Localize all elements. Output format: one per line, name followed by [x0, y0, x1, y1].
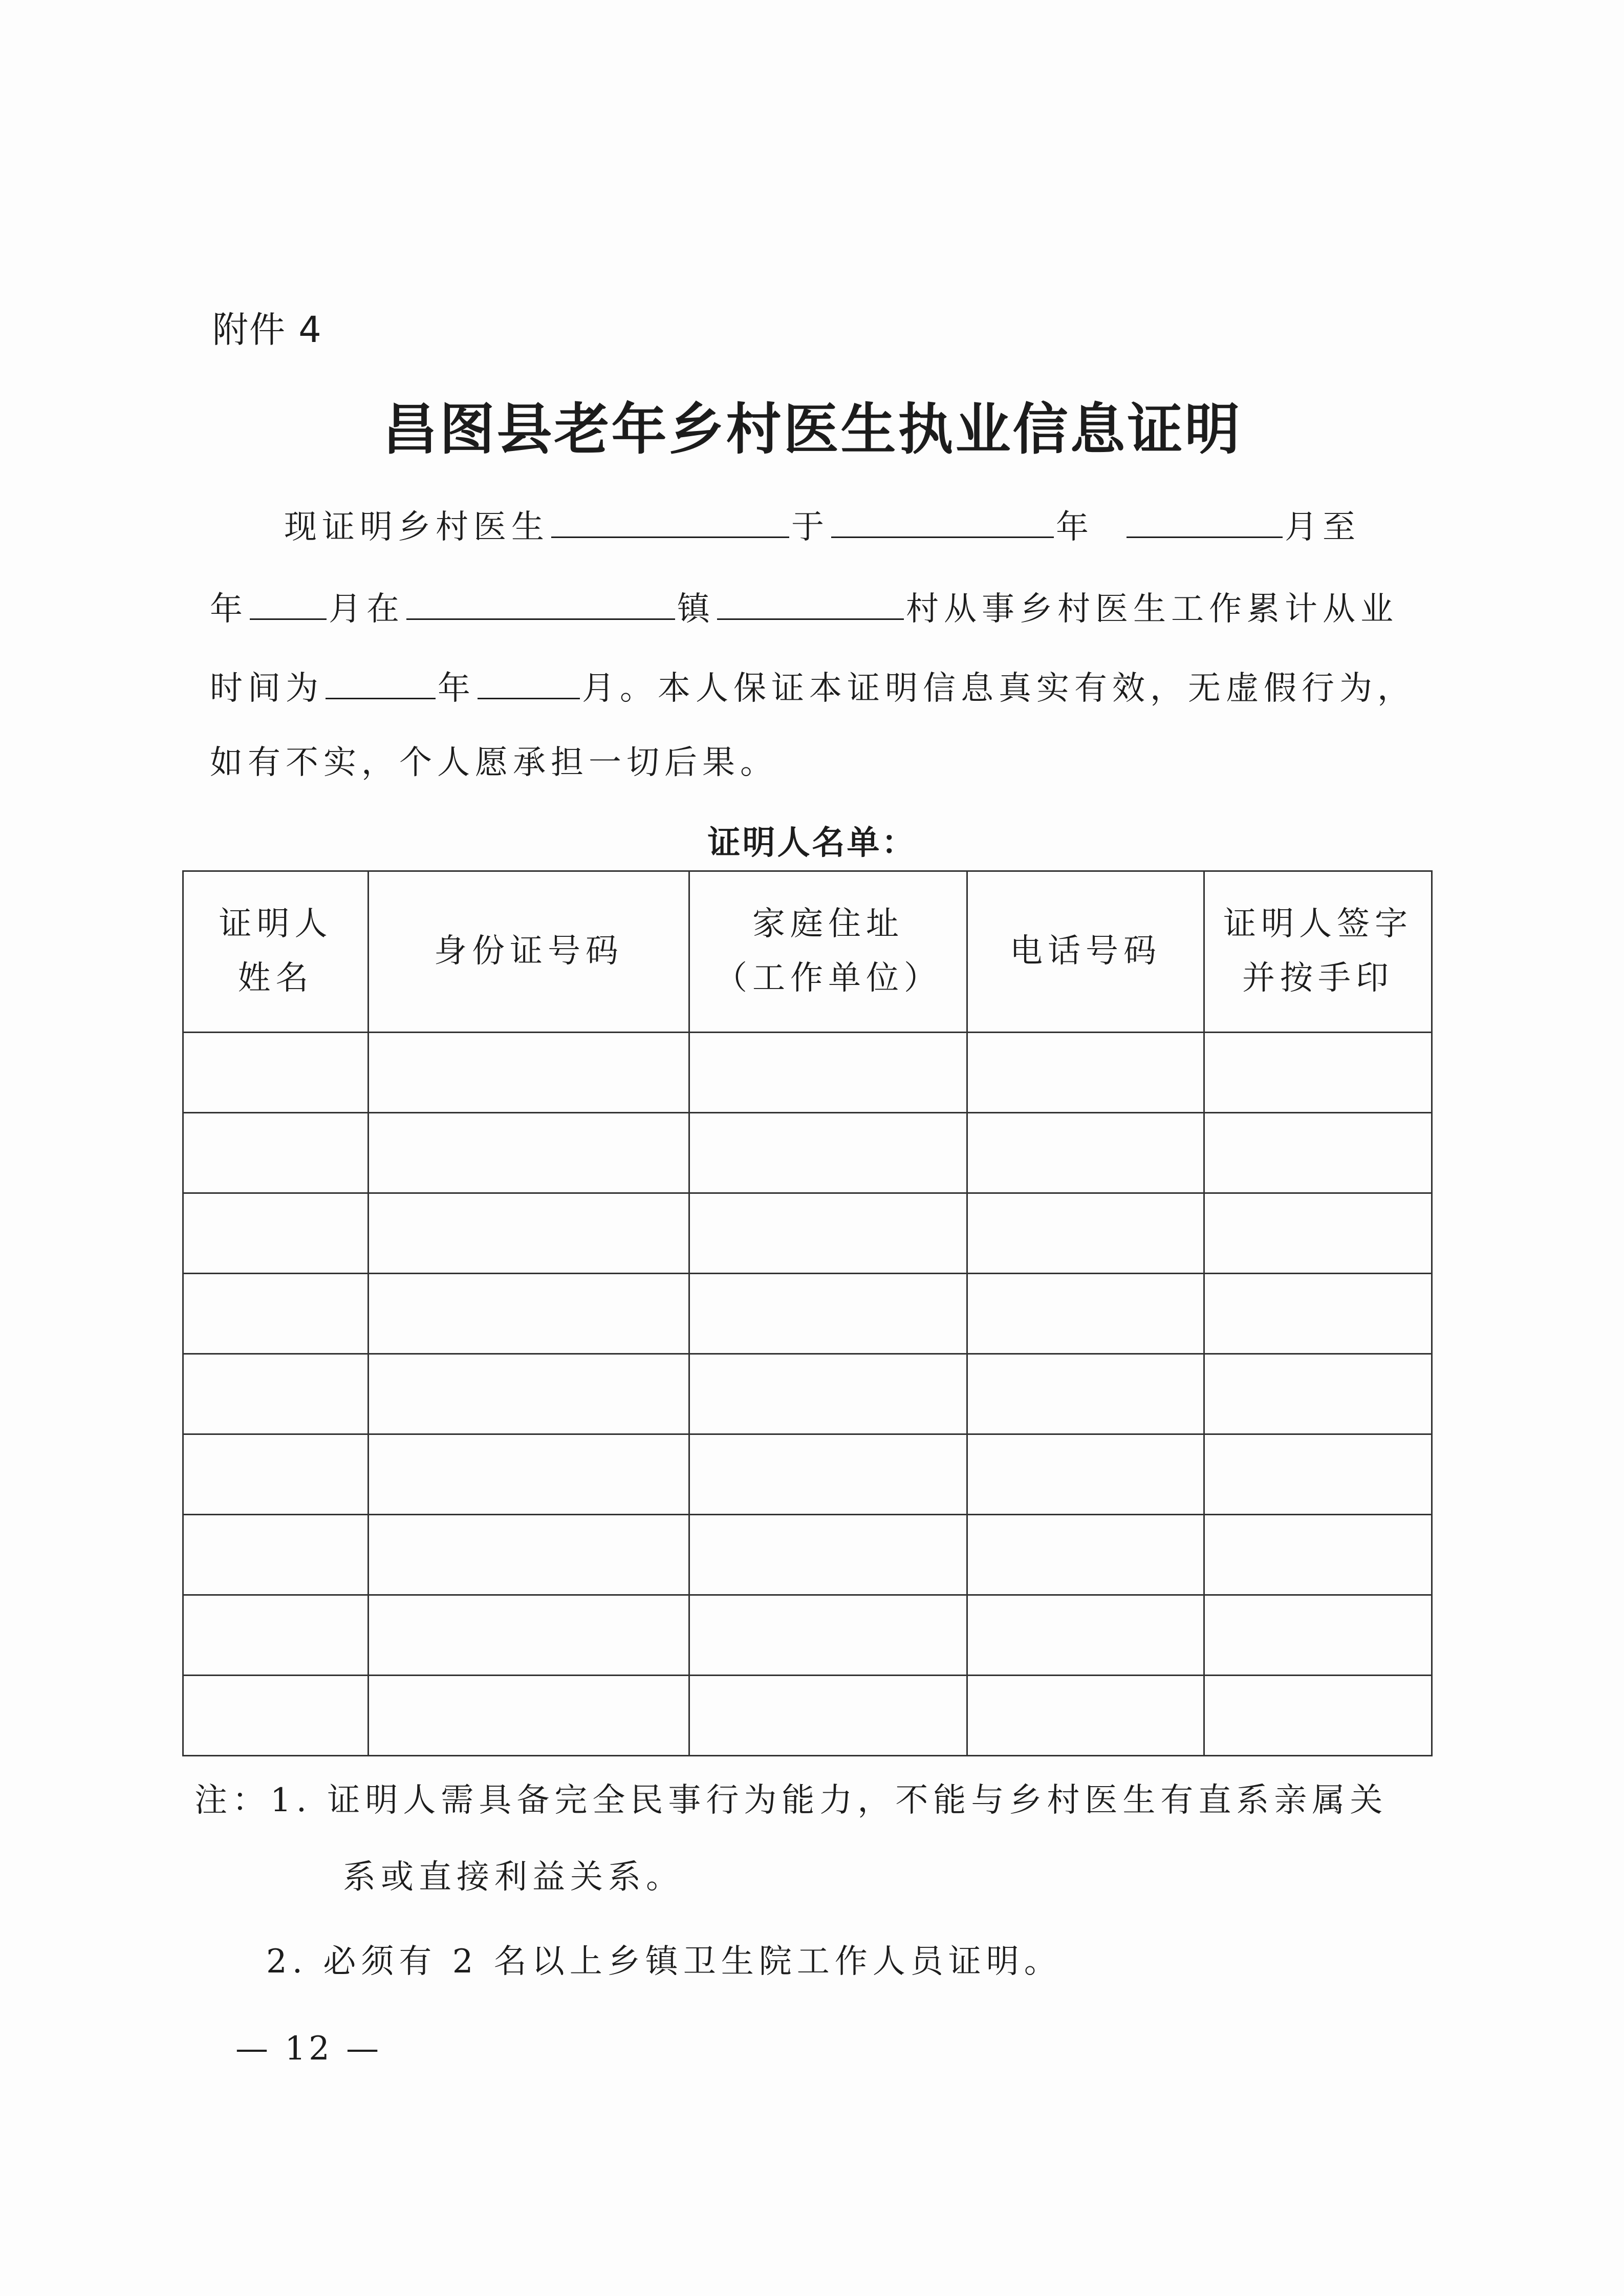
table-cell[interactable] [689, 1434, 967, 1515]
table-row [183, 1354, 1432, 1434]
table-cell[interactable] [1204, 1595, 1432, 1676]
table-cell[interactable] [967, 1113, 1204, 1193]
table-cell[interactable] [1204, 1113, 1432, 1193]
table-cell[interactable] [369, 1354, 689, 1434]
statement-prefix: 现证明乡村医生 [284, 508, 549, 546]
table-cell[interactable] [967, 1676, 1204, 1756]
table-cell[interactable] [1204, 1515, 1432, 1595]
table-cell[interactable] [369, 1676, 689, 1756]
table-row [183, 1595, 1432, 1676]
statement-yu: 于 [791, 508, 829, 546]
attachment-label: 附件 4 [212, 309, 322, 351]
table-cell[interactable] [689, 1515, 967, 1595]
table-cell[interactable] [967, 1595, 1204, 1676]
table-header-row [183, 871, 1432, 1033]
table-cell[interactable] [1204, 1193, 1432, 1274]
header-id-number [369, 871, 689, 1033]
table-cell[interactable] [183, 1515, 369, 1595]
header-signer-name-text: 证明人 姓名 [219, 905, 333, 997]
page-title: 昌图县老年乡村医生执业信息证明 [382, 397, 1242, 462]
statement-town: 镇 [677, 590, 715, 628]
table-cell[interactable] [689, 1595, 967, 1676]
table-cell[interactable] [183, 1676, 369, 1756]
table-cell[interactable] [967, 1515, 1204, 1595]
header-signer-name [183, 871, 369, 1033]
start-year-blank [831, 507, 1054, 538]
village-blank [717, 589, 904, 620]
table-cell[interactable] [369, 1434, 689, 1515]
table-cell[interactable] [1204, 1676, 1432, 1756]
note-1-line-1: 注：1. 证明人需具备完全民事行为能力，不能与乡村医生有直系亲属关 [194, 1782, 1388, 1819]
table-cell[interactable] [1204, 1354, 1432, 1434]
header-phone [967, 871, 1204, 1033]
statement-month-at: 月在 [329, 590, 404, 628]
table-row [183, 1033, 1432, 1113]
table-cell[interactable] [369, 1595, 689, 1676]
header-signature [1204, 871, 1432, 1033]
statement-year-label: 年 [1056, 508, 1094, 546]
table-cell[interactable] [967, 1434, 1204, 1515]
table-cell[interactable] [689, 1274, 967, 1354]
statement-village-work: 村从事乡村医生工作累计从业 [906, 590, 1398, 628]
table-cell[interactable] [1204, 1434, 1432, 1515]
table-cell[interactable] [689, 1676, 967, 1756]
town-blank [406, 589, 675, 620]
header-address-text: 家庭住址 （工作单位） [714, 905, 942, 997]
end-month-blank [250, 589, 327, 620]
table-cell[interactable] [967, 1354, 1204, 1434]
statement-line-3 [210, 668, 1415, 705]
table-cell[interactable] [369, 1193, 689, 1274]
table-cell[interactable] [183, 1033, 369, 1113]
duration-years-blank [326, 668, 436, 699]
doctor-name-blank [551, 507, 789, 538]
table-row [183, 1274, 1432, 1354]
table-cell[interactable] [183, 1595, 369, 1676]
note-1-line-2: 系或直接利益关系。 [343, 1858, 684, 1896]
signer-table [182, 870, 1433, 1756]
header-signature-text: 证明人签字 并按手印 [1223, 905, 1413, 997]
table-cell[interactable] [689, 1354, 967, 1434]
table-cell[interactable] [689, 1193, 967, 1274]
table-row [183, 1434, 1432, 1515]
table-cell[interactable] [183, 1434, 369, 1515]
statement-duration-prefix: 时间为 [210, 670, 323, 707]
statement-guarantee: 月。本人保证本证明信息真实有效，无虚假行为， [582, 670, 1415, 707]
table-cell[interactable] [1204, 1033, 1432, 1113]
page-number: — 12 — [235, 2030, 382, 2068]
table-row [183, 1113, 1432, 1193]
signer-list-heading: 证明人名单： [707, 824, 917, 862]
statement-line-4: 如有不实，个人愿承担一切后果。 [210, 744, 778, 782]
table-cell[interactable] [689, 1033, 967, 1113]
table-cell[interactable] [183, 1113, 369, 1193]
table-cell[interactable] [369, 1033, 689, 1113]
note-2: 2. 必须有 2 名以上乡镇卫生院工作人员证明。 [266, 1943, 1062, 1981]
table-cell[interactable] [967, 1033, 1204, 1113]
statement-year-label-2: 年 [210, 590, 248, 628]
statement-year-label-3: 年 [438, 670, 475, 707]
table-row [183, 1193, 1432, 1274]
table-cell[interactable] [369, 1274, 689, 1354]
statement-line-1 [284, 507, 1360, 544]
table-cell[interactable] [369, 1515, 689, 1595]
header-address [689, 871, 967, 1033]
statement-month-to: 月至 [1285, 508, 1360, 546]
table-row [183, 1676, 1432, 1756]
header-id-number-text: 身份证号码 [434, 932, 623, 971]
header-phone-text: 电话号码 [1010, 932, 1161, 971]
table-cell[interactable] [183, 1193, 369, 1274]
table-cell[interactable] [689, 1113, 967, 1193]
table-cell[interactable] [967, 1274, 1204, 1354]
table-cell[interactable] [183, 1274, 369, 1354]
table-cell[interactable] [369, 1113, 689, 1193]
table-cell[interactable] [967, 1193, 1204, 1274]
statement-line-2 [210, 589, 1398, 626]
table-row [183, 1515, 1432, 1595]
table-cell[interactable] [1204, 1274, 1432, 1354]
duration-months-blank [478, 668, 580, 699]
table-cell[interactable] [183, 1354, 369, 1434]
start-month-blank [1127, 507, 1283, 538]
